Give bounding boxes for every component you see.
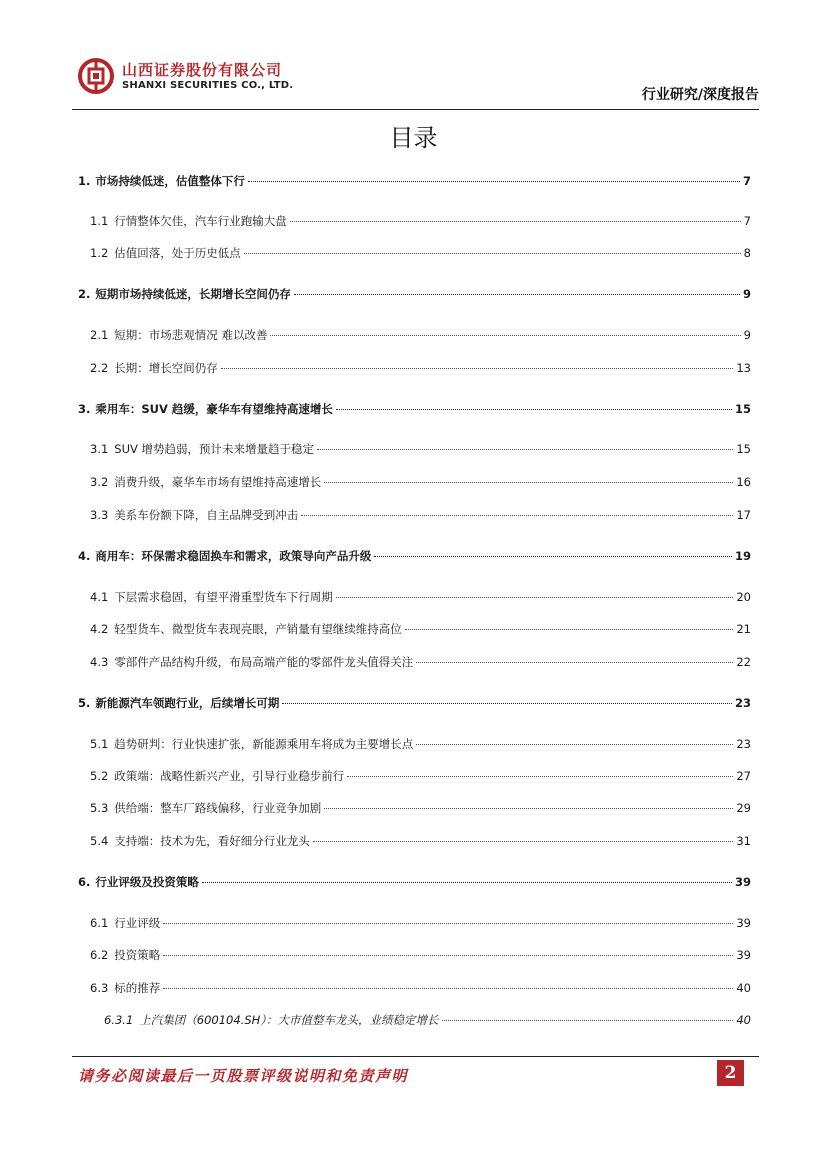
toc-entry-page: 7	[743, 214, 751, 228]
toc-entry-text: 零部件产品结构升级，布局高端产能的零部件龙头值得关注	[114, 655, 414, 669]
toc-leader-dots	[202, 882, 732, 883]
toc-entry[interactable]	[90, 799, 751, 817]
toc-entry-text: 行情整体欠佳，汽车行业跑输大盘	[114, 214, 287, 228]
toc-entry-text: 新能源汽车领跑行业，后续增长可期	[95, 696, 280, 710]
toc-entry-page: 16	[736, 475, 751, 489]
shanxi-securities-logo-icon	[78, 58, 114, 94]
toc-entry-number: 6.3.1	[104, 1013, 134, 1027]
company-logo	[78, 58, 293, 94]
toc-leader-dots	[324, 808, 733, 809]
toc-entry[interactable]	[90, 359, 751, 377]
toc-title: 目录	[389, 124, 438, 152]
toc-entry[interactable]	[78, 172, 751, 190]
toc-leader-dots	[347, 776, 733, 777]
toc-entry-page: 8	[743, 246, 751, 260]
toc-entry[interactable]	[90, 620, 751, 638]
toc-entry[interactable]	[90, 767, 751, 785]
toc-leader-dots	[416, 662, 733, 663]
toc-entry-page: 22	[736, 655, 751, 669]
page-header	[0, 0, 827, 112]
disclaimer-note: 请务必阅读最后一页股票评级说明和免责声明	[78, 1067, 409, 1085]
toc-entry-number: 1.	[78, 174, 91, 188]
toc-entry[interactable]	[78, 873, 751, 891]
toc-entry-text: SUV 增势趋弱，预计未来增量趋于稳定	[114, 442, 315, 456]
toc-entry-page: 20	[736, 590, 751, 604]
toc-entry-page: 39	[736, 916, 751, 930]
toc-leader-dots	[221, 368, 734, 369]
header-divider	[72, 109, 759, 110]
toc-entry-text: 商用车：环保需求稳固换车和需求，政策导向产品升级	[95, 549, 372, 563]
company-name-cn: 山西证券股份有限公司	[122, 60, 283, 79]
toc-entry-text: 行业评级及投资策略	[95, 875, 199, 889]
toc-entry-text: 轻型货车、微型货车表现亮眼，产销量有望继续维持高位	[114, 622, 402, 636]
toc-entry-page: 23	[734, 696, 751, 710]
toc-entry-page: 15	[734, 402, 751, 416]
toc-leader-dots	[294, 294, 740, 295]
toc-leader-dots	[317, 449, 733, 450]
toc-leader-dots	[163, 988, 733, 989]
toc-entry[interactable]	[104, 1011, 751, 1029]
toc-leader-dots	[301, 515, 733, 516]
footer-divider	[72, 1056, 759, 1057]
page-number-badge: 2	[717, 1060, 744, 1086]
toc-entry-text: 长期：增长空间仍存	[114, 361, 218, 375]
toc-leader-dots	[405, 629, 734, 630]
toc-entry-number: 6.2	[90, 948, 109, 962]
toc-entry-number: 3.1	[90, 442, 109, 456]
toc-entry-number: 5.1	[90, 737, 109, 751]
toc-entry-text: 供给端：整车厂路线偏移，行业竞争加剧	[114, 801, 322, 815]
toc-leader-dots	[336, 409, 732, 410]
toc-entry[interactable]	[90, 473, 751, 491]
toc-entry-number: 4.2	[90, 622, 109, 636]
toc-entry[interactable]	[78, 400, 751, 418]
toc-entry-number: 6.	[78, 875, 91, 889]
toc-leader-dots	[313, 841, 734, 842]
toc-leader-dots	[244, 253, 741, 254]
toc-entry-text: 乘用车：SUV 趋缓，豪华车有望维持高速增长	[95, 402, 333, 416]
report-type-label: 行业研究/深度报告	[641, 87, 759, 103]
toc-entry-page: 9	[742, 287, 751, 301]
toc-entry-text: 美系车份额下降，自主品牌受到冲击	[114, 508, 299, 522]
toc-entry-number: 5.4	[90, 834, 109, 848]
toc-entry-page: 27	[736, 769, 751, 783]
toc-entry-page: 39	[736, 948, 751, 962]
toc-entry-number: 1.2	[90, 246, 109, 260]
toc-entry-page: 23	[736, 737, 751, 751]
toc-entry-number: 3.	[78, 402, 91, 416]
toc-leader-dots	[442, 1020, 734, 1021]
toc-entry-text: 估值回落，处于历史低点	[114, 246, 241, 260]
toc-entry-number: 2.2	[90, 361, 109, 375]
toc-entry-text: 行业评级	[114, 916, 161, 930]
toc-entry-number: 1.1	[90, 214, 109, 228]
toc-leader-dots	[248, 181, 740, 182]
toc-entry-page: 29	[736, 801, 751, 815]
toc-leader-dots	[324, 482, 733, 483]
toc-leader-dots	[282, 703, 732, 704]
toc-entry-number: 2.	[78, 287, 91, 301]
toc-entry-page: 9	[743, 328, 751, 342]
toc-entry-number: 6.3	[90, 981, 109, 995]
toc-entry[interactable]	[90, 832, 751, 850]
toc-entry-text: 支持端：技术为先，看好细分行业龙头	[114, 834, 310, 848]
toc-entry[interactable]	[90, 946, 751, 964]
toc-entry[interactable]	[78, 285, 751, 303]
toc-entry[interactable]	[90, 244, 751, 262]
toc-leader-dots	[416, 744, 733, 745]
toc-entry-text: 上汽集团（600104.SH）：大市值整车龙头，业绩稳定增长	[139, 1013, 439, 1027]
toc-leader-dots	[163, 955, 733, 956]
toc-entry-page: 31	[736, 834, 751, 848]
toc-entry-text: 短期市场持续低迷，长期增长空间仍存	[95, 287, 291, 301]
toc-entry-text: 下层需求稳固，有望平滑重型货车下行周期	[114, 590, 333, 604]
toc-entry-text: 市场持续低迷，估值整体下行	[95, 174, 245, 188]
toc-entry-page: 7	[742, 174, 751, 188]
toc-entry[interactable]	[90, 979, 751, 997]
toc-entry-page: 40	[736, 981, 751, 995]
toc-entry-page: 40	[736, 1013, 751, 1027]
toc-entry-page: 39	[734, 875, 751, 889]
toc-entry-number: 4.3	[90, 655, 109, 669]
toc-entry-number: 5.	[78, 696, 91, 710]
toc-entry-text: 标的推荐	[114, 981, 161, 995]
toc-entry[interactable]	[90, 506, 751, 524]
toc-entry-page: 21	[736, 622, 751, 636]
company-name-en: SHANXI SECURITIES CO., LTD.	[122, 79, 294, 91]
toc-entry-page: 17	[736, 508, 751, 522]
toc-entry-text: 政策端：战略性新兴产业，引导行业稳步前行	[114, 769, 345, 783]
toc-entry-number: 4.	[78, 549, 91, 563]
toc-entry-page: 19	[734, 549, 751, 563]
toc-entry[interactable]	[90, 914, 751, 932]
toc-entry-number: 5.3	[90, 801, 109, 815]
toc-entry[interactable]	[90, 653, 751, 671]
toc-entry-number: 5.2	[90, 769, 109, 783]
toc-entry[interactable]	[90, 440, 751, 458]
toc-entry-number: 6.1	[90, 916, 109, 930]
toc-entry-page: 13	[736, 361, 751, 375]
toc-entry[interactable]	[90, 212, 751, 230]
toc-entry[interactable]	[78, 547, 751, 565]
toc-entry-text: 趋势研判：行业快速扩张，新能源乘用车将成为主要增长点	[114, 737, 414, 751]
toc-entry-text: 投资策略	[114, 948, 161, 962]
toc-entry-text: 短期：市场悲观情况 难以改善	[114, 328, 268, 342]
toc-entry-text: 消费升级，豪华车市场有望维持高速增长	[114, 475, 322, 489]
toc-entry[interactable]	[90, 735, 751, 753]
toc-leader-dots	[290, 221, 741, 222]
toc-leader-dots	[163, 923, 733, 924]
toc-leader-dots	[270, 335, 740, 336]
toc-entry-number: 3.2	[90, 475, 109, 489]
toc-entry-number: 3.3	[90, 508, 109, 522]
toc-entry[interactable]	[90, 326, 751, 344]
toc-entry-page: 15	[736, 442, 751, 456]
toc-entry-number: 4.1	[90, 590, 109, 604]
toc-leader-dots	[374, 556, 732, 557]
toc-entry-number: 2.1	[90, 328, 109, 342]
toc-entry[interactable]	[78, 694, 751, 712]
toc-leader-dots	[336, 597, 734, 598]
toc-entry[interactable]	[90, 588, 751, 606]
